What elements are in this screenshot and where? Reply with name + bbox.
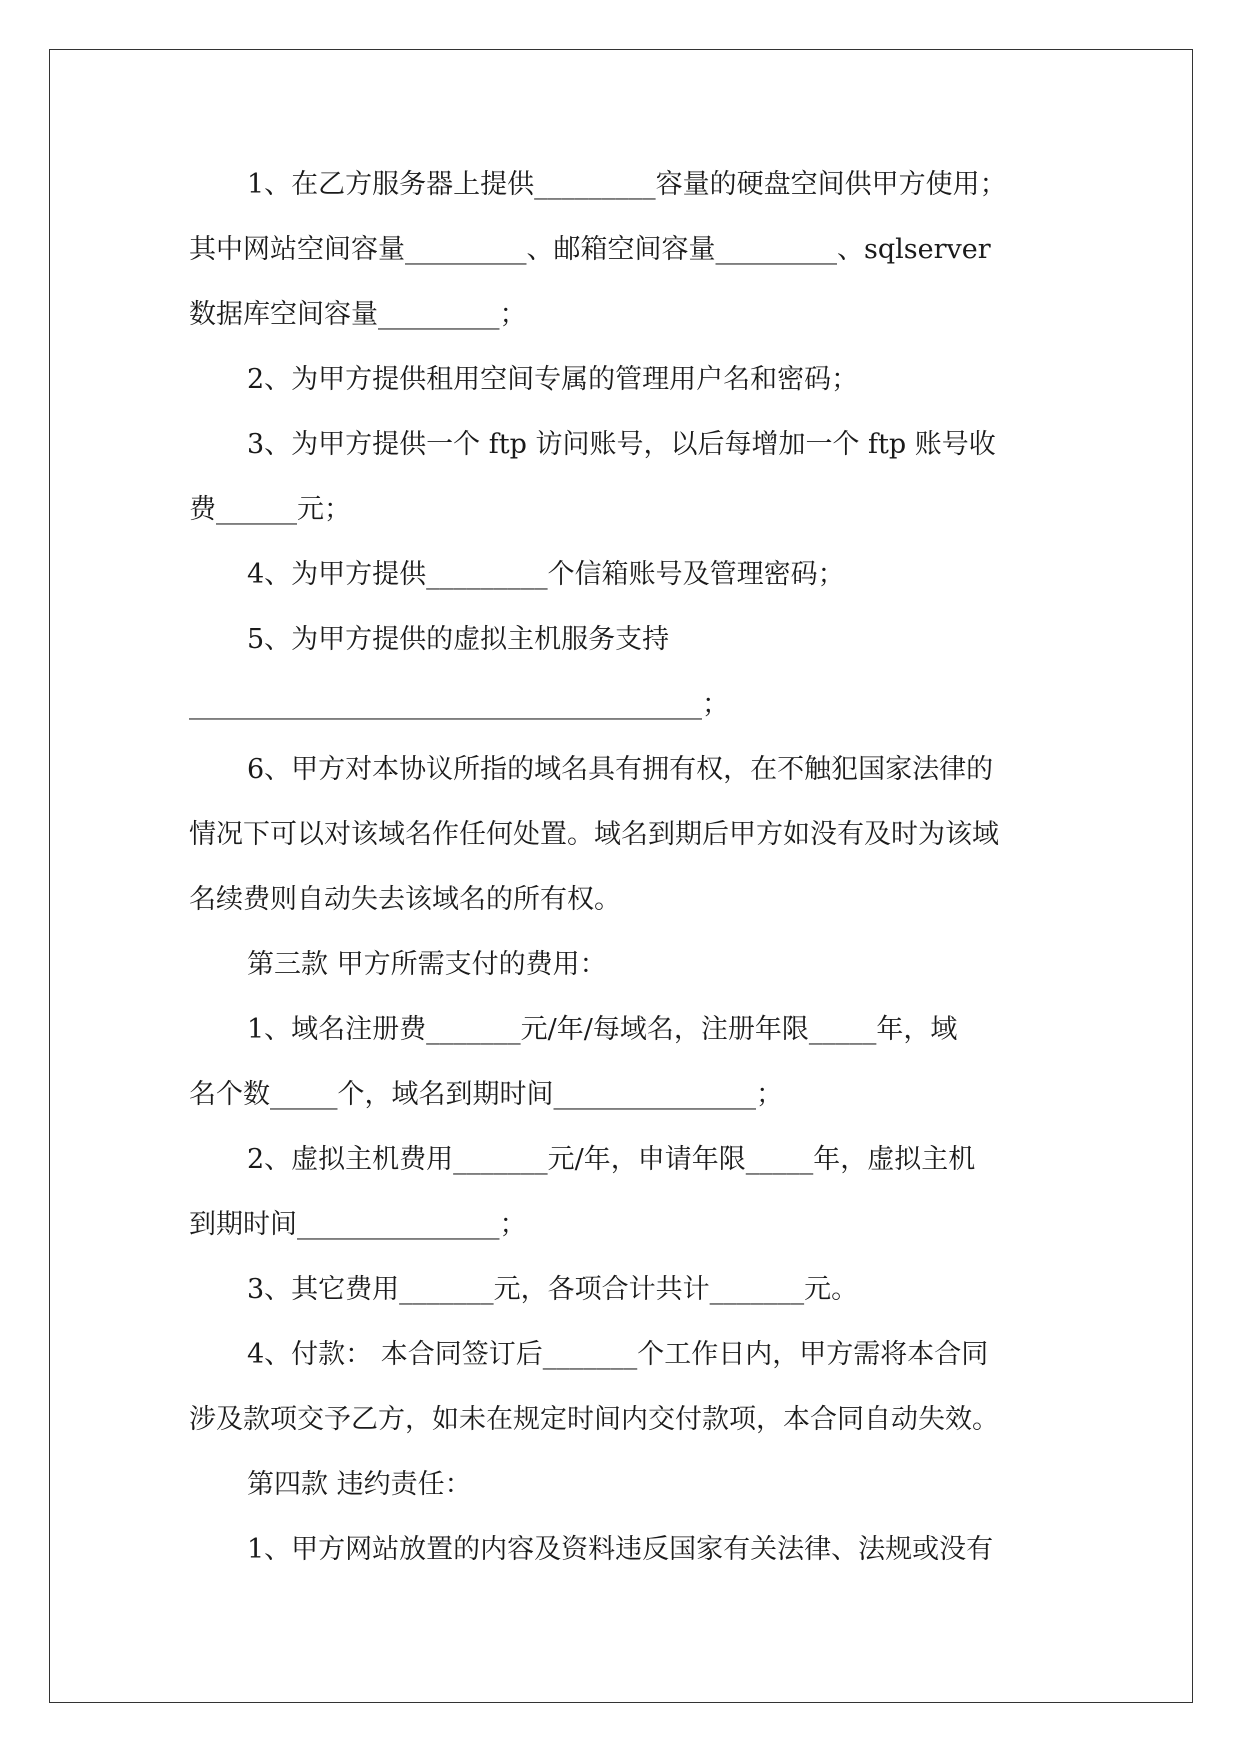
paragraph-line: 1、在乙方服务器上提供_________容量的硬盘空间供甲方使用； (247, 169, 1007, 200)
paragraph-line: 费______元； (189, 494, 351, 525)
paragraph-line: 4、为甲方提供_________个信箱账号及管理密码； (247, 559, 845, 590)
paragraph-line: 2、为甲方提供租用空间专属的管理用户名和密码； (247, 364, 859, 395)
section-heading: 第三款 甲方所需支付的费用： (247, 949, 607, 980)
paragraph-line: 名个数_____个，域名到期时间_______________； (189, 1079, 783, 1110)
paragraph-line: 数据库空间容量_________； (189, 299, 527, 330)
paragraph-line: 到期时间_______________； (189, 1209, 527, 1240)
paragraph-line: 5、为甲方提供的虚拟主机服务支持 (247, 624, 670, 655)
document-body (189, 152, 1069, 1582)
paragraph-line: 4、付款： 本合同签订后_______个工作日内，甲方需将本合同 (247, 1339, 989, 1370)
paragraph-line: 1、域名注册费_______元/年/每域名，注册年限_____年，域 (247, 1014, 958, 1045)
paragraph-line: 6、甲方对本协议所指的域名具有拥有权，在不触犯国家法律的 (247, 754, 994, 785)
section-heading: 第四款 违约责任： (247, 1469, 472, 1500)
paragraph-line: 3、为甲方提供一个 ftp 访问账号，以后每增加一个 ftp 账号收 (247, 429, 996, 460)
paragraph-line: 2、虚拟主机费用_______元/年，申请年限_____年，虚拟主机 (247, 1144, 976, 1175)
paragraph-line: 3、其它费用_______元，各项合计共计_______元。 (247, 1274, 859, 1305)
paragraph-line: 其中网站空间容量_________、邮箱空间容量_________、sqlserver (189, 234, 991, 265)
paragraph-line: 名续费则自动失去该域名的所有权。 (189, 884, 621, 915)
paragraph-line: ______________________________________； (189, 689, 729, 720)
paragraph-line: 1、甲方网站放置的内容及资料违反国家有关法律、法规或没有 (247, 1534, 994, 1565)
paragraph-line: 涉及款项交予乙方，如未在规定时间内交付款项，本合同自动失效。 (189, 1404, 999, 1435)
paragraph-line: 情况下可以对该域名作任何处置。域名到期后甲方如没有及时为该域 (189, 819, 999, 850)
